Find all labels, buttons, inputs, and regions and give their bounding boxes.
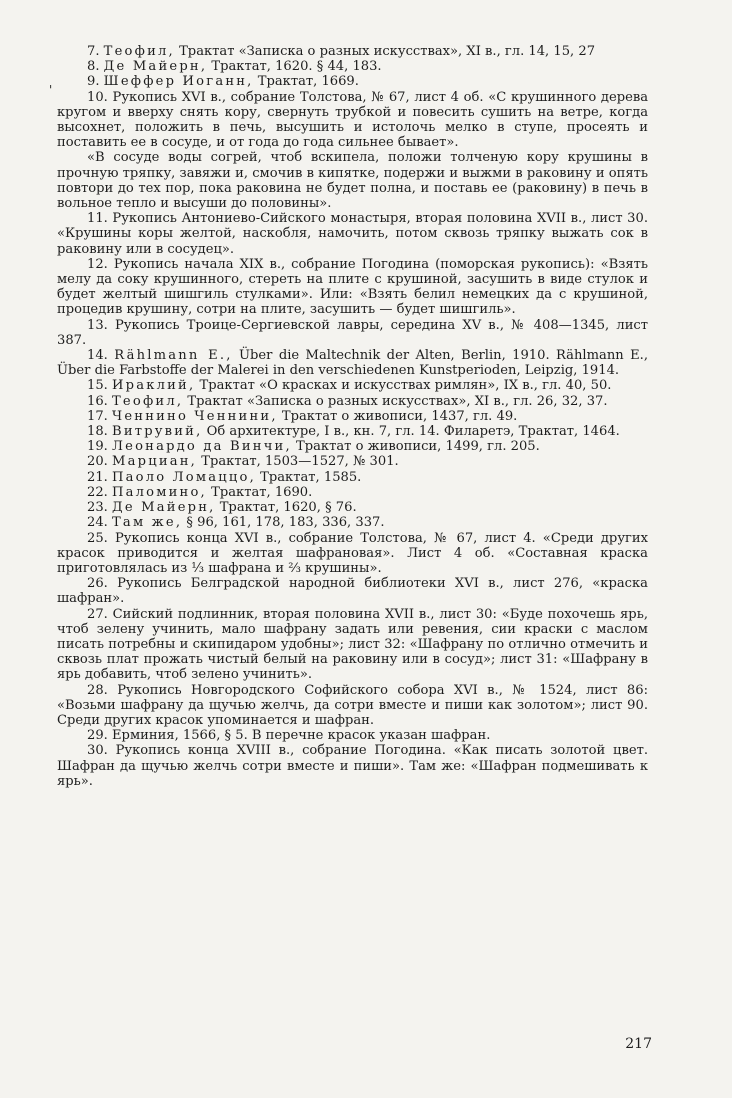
endnote-number: 7.	[87, 44, 100, 59]
endnote	[57, 257, 648, 318]
endnote	[57, 424, 648, 439]
endnote-text: Сийский подлинник, вторая половина XVII в., лист 30: «Буде похочешь ярь, чтоб зелену учинить, мало шафрану задать или ревения, сии краски с маслом писать потребны и скипидаром удобны»; лист 32: «Шафрану по отлично отмечить и сквозь плат прожать чистый белый на раковину или в сосуд»; лист 31: «Шафрану в ярь добавить, чтоб зелено учинить».	[57, 606, 648, 683]
endnote-author: Там же,	[112, 515, 183, 531]
endnote	[57, 74, 648, 89]
endnote-text: «В сосуде воды согрей, чтоб вскипела, положи толченую кору крушины в прочную тряпку, завяжи и, смочив в кипятке, подержи и выжми в раковину и опять повтори до тех пор, пока раковина не будет полна, и поставь ее (раковину) в печь в вольное тепло и высуши до половины».	[57, 150, 648, 212]
endnote-text: Рукопись Антониево-Сийского монастыря, вторая половина XVII в., лист 30. «Крушины коры желтой, наскобля, намочить, потом сквозь тряпку выжать сок в раковину или в сосудец».	[57, 211, 648, 257]
endnote	[57, 211, 648, 257]
endnote	[57, 743, 648, 789]
endnote	[57, 607, 648, 683]
endnote	[57, 409, 648, 424]
endnote	[57, 683, 648, 729]
endnote	[57, 394, 648, 409]
endnote	[57, 576, 648, 606]
endnote-text: Трактат о живописи, 1499, гл. 205.	[296, 439, 540, 455]
endnote-text: Трактат о живописи, 1437, гл. 49.	[281, 408, 518, 424]
endnote-number: 15.	[87, 378, 108, 394]
endnote-number: 30.	[87, 743, 108, 759]
endnote-number: 20.	[87, 454, 108, 470]
endnote-author: Марциан,	[112, 454, 198, 470]
endnote-text: Трактат «Записка о разных искусствах», XI в., гл. 26, 32, 37.	[187, 393, 608, 409]
endnote	[57, 728, 648, 743]
endnote-number: 17.	[87, 408, 108, 424]
endnote-text: Рукопись Новгородского Софийского собора XVI в., № 1524, лист 86: «Возьми шафрану да щучью желчь, да сотри вместе и пиши как золотом»; лист 90. Среди других красок упоминается и шафран.	[57, 682, 648, 728]
endnote	[57, 500, 648, 515]
endnote	[57, 531, 648, 577]
endnote-number: 11.	[87, 211, 108, 227]
endnote-number: 10.	[87, 89, 108, 105]
endnote-text: Трактат, 1503—1527, № 301.	[201, 454, 399, 470]
endnote-number: 16.	[87, 393, 108, 409]
endnote-author: Паоло Ломаццо,	[112, 469, 256, 485]
endnote-number: 26.	[87, 576, 108, 592]
endnote-text: Трактат, 1620, § 76.	[219, 500, 357, 516]
endnote-text: Трактат, 1585.	[260, 469, 362, 485]
endnote-author: Витрувий,	[112, 424, 203, 440]
endnote-number: 21.	[87, 469, 108, 485]
endnote-number: 29.	[87, 728, 108, 744]
endnote-text: § 96, 161, 178, 183, 336, 337.	[186, 515, 385, 531]
endnote	[57, 90, 648, 151]
endnote-text: Трактат «Записка о разных искусствах», XI в., гл. 14, 15, 27	[179, 44, 596, 59]
endnote-text: Рукопись Троице-Сергиевской лавры, середина XV в., № 408—1345, лист 387.	[57, 317, 648, 348]
endnote-number: 9.	[87, 74, 100, 90]
endnote-number: 12.	[87, 256, 108, 272]
endnote	[57, 378, 648, 393]
endnote-author: Леонардо да Винчи,	[112, 439, 292, 455]
endnote	[57, 318, 648, 348]
endnotes-list	[57, 44, 648, 789]
endnote-author: Теофил,	[103, 44, 175, 59]
endnote	[57, 485, 648, 500]
endnote-number: 27.	[87, 606, 108, 622]
endnote-author: Ираклий,	[112, 378, 196, 394]
endnote-text: Рукопись Белградской народной библиотеки XVI в., лист 276, «краска шафран».	[57, 576, 648, 607]
endnote-text: Трактат, 1690.	[211, 484, 313, 500]
endnote-text: Рукопись конца XVIII в., собрание Погодина. «Как писать золотой цвет. Шафран да щучью желчь сотри вместе и пиши». Там же: «Шафран подмешивать к ярь».	[57, 743, 648, 789]
endnote-author: Паломино,	[112, 484, 207, 500]
endnote-number: 23.	[87, 500, 108, 516]
endnote	[57, 454, 648, 469]
endnote-author: Теофил,	[112, 393, 184, 409]
endnote-number: 25.	[87, 530, 108, 546]
endnote-author: Де Майерн,	[103, 59, 208, 75]
endnote-number: 14.	[87, 348, 108, 364]
endnote-number: 22.	[87, 484, 108, 500]
endnote	[57, 150, 648, 211]
endnote-text: Рукопись XVI в., собрание Толстова, № 67, лист 4 об. «С крушинного дерева кругом и вверху снять кору, свернуть трубкой и повесить сушить на ветре, когда высохнет, положить в печь, высушить и истолочь мелко в ступе, просеять и поставить ее в сосуде, и от года до года сильнее бывает».	[57, 89, 648, 151]
endnote-text: Ерминия, 1566, § 5. В перечне красок указан шафран.	[112, 728, 491, 744]
endnote-text: Рукопись начала XIX в., собрание Погодина (поморская рукопись): «Взять мелу да соку крушинного, стереть на плите с крушиной, засушить в виде стулок и будет желтый шишгиль стулками». Или: «Взять белил немецких да с крушиной, процедив крушину, сотри на плите, засушить — будет шишгиль».	[57, 256, 648, 318]
endnote	[57, 348, 648, 378]
endnote-author: Rählmann E.,	[114, 348, 233, 364]
endnote	[57, 439, 648, 454]
stray-mark: '	[49, 83, 53, 97]
endnote-text: Рукопись конца XVI в., собрание Толстова, № 67, лист 4. «Среди других красок приводится и желтая шафрановая». Лист 4 об. «Составная краска приготовлялась из ⅓ шафрана и ⅔ крушины».	[57, 530, 648, 576]
endnote-text: Трактат «О красках и искусствах римлян», IX в., гл. 40, 50.	[199, 378, 612, 394]
endnote	[57, 59, 648, 74]
endnote-author: Де Майерн,	[112, 500, 216, 516]
endnote	[57, 44, 648, 59]
endnote-text: Über die Maltechnik der Alten, Berlin, 1910. Rählmann E., Über die Farbstoffe der Malerei in den verschiedenen Kunstperioden, Leipzig, 1914.	[57, 348, 648, 379]
endnote-number: 8.	[87, 59, 100, 75]
endnote-author: Ченнино Ченнини,	[112, 408, 278, 424]
endnote	[57, 515, 648, 530]
endnote-number: 28.	[87, 682, 108, 698]
endnote-number: 18.	[87, 424, 108, 440]
endnote-number: 13.	[87, 317, 108, 333]
endnote-text: Трактат, 1620. § 44, 183.	[211, 59, 382, 75]
endnote-author: Шеффер Иоганн,	[103, 74, 254, 90]
page-number: 217	[625, 1036, 652, 1052]
endnote-text: Об архитектуре, I в., кн. 7, гл. 14. Филаретэ, Трактат, 1464.	[206, 424, 620, 440]
endnote-number: 19.	[87, 439, 108, 455]
endnote-text: Трактат, 1669.	[257, 74, 359, 90]
endnote	[57, 470, 648, 485]
endnote-number: 24.	[87, 515, 108, 531]
